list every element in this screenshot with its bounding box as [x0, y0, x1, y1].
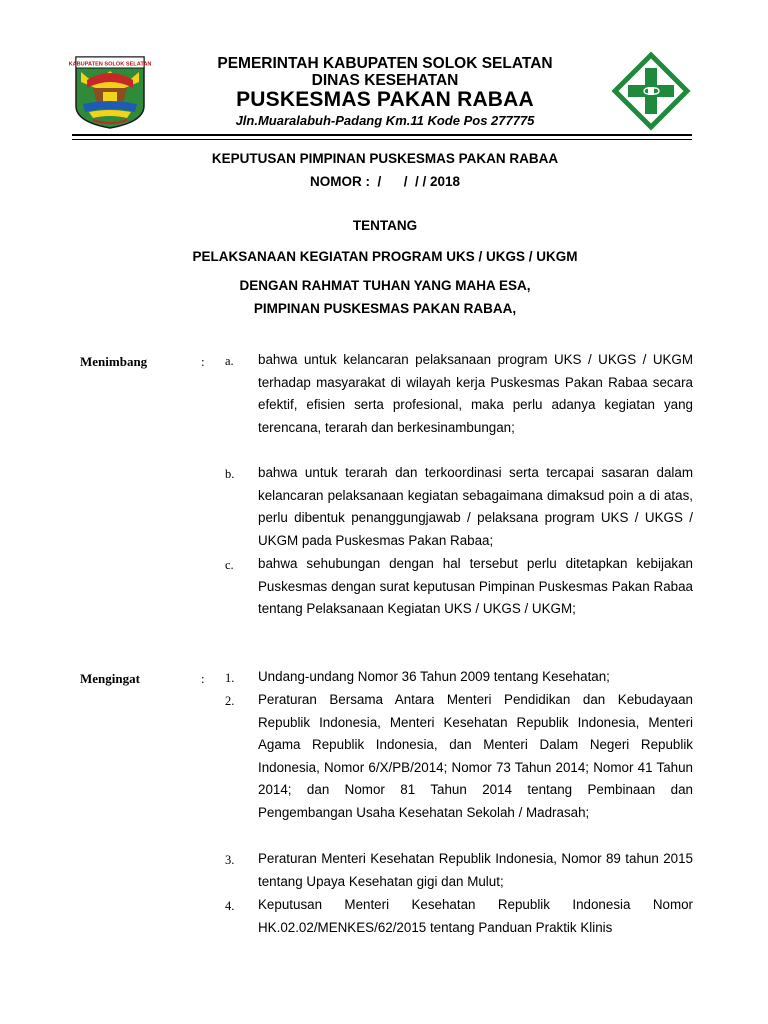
- mengingat-label: Mengingat: [80, 671, 140, 686]
- menimbang-label: Menimbang: [80, 354, 148, 369]
- mengingat-marker-4: 4.: [225, 899, 235, 913]
- mengingat-item-1: Undang-undang Nomor 36 Tahun 2009 tentang Kesehatan;: [258, 669, 610, 684]
- decree-number: NOMOR : / / / / 2018: [309, 174, 461, 189]
- divine-grace-line: DENGAN RAHMAT TUHAN YANG MAHA ESA,: [239, 278, 531, 293]
- emblem-caption: KABUPATEN SOLOK SELATAN: [68, 61, 152, 68]
- decree-subject: PELAKSANAAN KEGIATAN PROGRAM UKS / UKGS / UKGM: [192, 249, 578, 264]
- mengingat-item-3: Peraturan Menteri Kesehatan Republik Indonesia, Nomor 89 tahun 2015 tentang Upaya Kesehatan gigi dan Mulut;: [258, 851, 693, 889]
- signatory-line: PIMPINAN PUSKESMAS PAKAN RABAA,: [253, 301, 517, 316]
- mengingat-marker-3: 3.: [225, 853, 235, 867]
- menimbang-marker-c: c.: [225, 558, 234, 572]
- decree-title: KEPUTUSAN PIMPINAN PUSKESMAS PAKAN RABAA: [211, 151, 559, 166]
- about-heading: TENTANG: [352, 218, 418, 233]
- government-name: PEMERINTAH KABUPATEN SOLOK SELATAN: [217, 55, 553, 72]
- mengingat-item-4: Keputusan Menteri Kesehatan Republik Indonesia Nomor HK.02.02/MENKES/62/2015 tentang Panduan Praktik Klinis: [258, 897, 693, 935]
- mengingat-marker-2: 2.: [225, 694, 235, 708]
- institution-address: Jln.Muaralabuh-Padang Km.11 Kode Pos 277775: [235, 113, 535, 128]
- menimbang-marker-a: a.: [225, 354, 234, 368]
- menimbang-item-b: bahwa untuk terarah dan terkoordinasi serta tercapai sasaran dalam kelancaran pelaksanaan kegiatan sebagaimana dimaksud poin a di atas, perlu dibentuk penanggungjawab / pelaksana program UKS / UKGS / UKGM pada Puskesmas Pakan Rabaa;: [258, 465, 693, 548]
- department-name: DINAS KESEHATAN: [311, 72, 459, 89]
- regency-emblem-logo: [68, 54, 152, 130]
- mengingat-marker-1: 1.: [225, 671, 235, 685]
- menimbang-item-c: bahwa sehubungan dengan hal tersebut perlu ditetapkan kebijakan Puskesmas dengan surat keputusan Pimpinan Puskesmas Pakan Rabaa tentang Pelaksanaan Kegiatan UKS / UKGS / UKGM;: [258, 556, 693, 617]
- menimbang-item-a: bahwa untuk kelancaran pelaksanaan program UKS / UKGS / UKGM terhadap masyarakat di wilayah kerja Puskesmas Pakan Rabaa secara efektif, efisien serta profesional, maka perlu adanya kegiatan yang terencana, terarah dan berkesinambungan;: [258, 352, 693, 435]
- menimbang-marker-b: b.: [225, 467, 235, 481]
- letterhead-rule-thick: [72, 134, 692, 136]
- menimbang-colon: :: [201, 354, 205, 369]
- letterhead-rule-thin: [72, 139, 692, 140]
- mengingat-item-2: Peraturan Bersama Antara Menteri Pendidikan dan Kebudayaan Republik Indonesia, Menteri Kesehatan Republik Indonesia, Menteri Agama Republik Indonesia, dan Menteri Dalam Negeri Republik Indonesia, Nomor 6/X/PB/2014; Nomor 73 Tahun 2014; Nomor 41 Tahun 2014; dan Nomor 81 Tahun 2014 tentang Pembinaan dan Pengembangan Usaha Kesehatan Sekolah / Madrasah;: [258, 692, 693, 820]
- mengingat-colon: :: [201, 671, 205, 686]
- puskesmas-logo: [612, 52, 690, 130]
- institution-name: PUSKESMAS PAKAN RABAA: [236, 88, 534, 111]
